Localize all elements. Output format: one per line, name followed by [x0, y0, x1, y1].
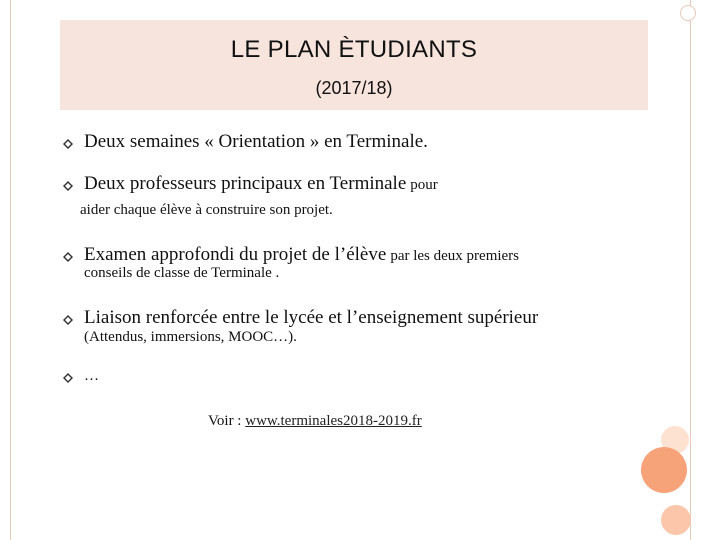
bullet-3-text: Examen approfondi du projet de l’élève: [84, 244, 387, 265]
decor-circle-small: [680, 5, 696, 21]
diamond-bullet-icon: [62, 372, 74, 384]
decor-circle-orange: [641, 447, 687, 493]
bullet-4-text: Liaison renforcée entre le lycée et l’enseignement supérieur: [84, 307, 539, 328]
diamond-bullet-icon: [62, 314, 74, 326]
bullet-3-continuation: conseils de classe de Terminale .: [84, 265, 280, 281]
see-also-line: [208, 413, 422, 430]
page-subtitle: (2017/18): [315, 78, 393, 98]
bullet-5-text: …: [84, 368, 99, 384]
bullet-3-line: [84, 244, 519, 266]
left-frame-line: [10, 0, 11, 540]
decor-circle-light: [661, 505, 691, 535]
title-box: [60, 20, 648, 110]
page-title: LE PLAN ÈTUDIANTS: [230, 36, 478, 63]
website-link[interactable]: www.terminales2018-2019.fr: [245, 413, 422, 429]
bullet-2-text: Deux professeurs principaux en Terminale: [84, 173, 407, 194]
bullet-2-line: [84, 173, 438, 195]
diamond-bullet-icon: [62, 180, 74, 192]
see-also-label: Voir :: [208, 413, 246, 429]
diamond-bullet-icon: [62, 138, 74, 150]
bullet-4-continuation: (Attendus, immersions, MOOC…).: [84, 329, 297, 345]
bullet-3-tail: par les deux premiers: [390, 248, 520, 264]
diamond-bullet-icon: [62, 251, 74, 263]
bullet-2-continuation: aider chaque élève à construire son projet.: [80, 202, 333, 218]
right-frame-line: [690, 0, 691, 540]
bullet-2-tail: pour: [410, 177, 438, 193]
bullet-1-text: Deux semaines « Orientation » en Terminale.: [84, 131, 428, 152]
